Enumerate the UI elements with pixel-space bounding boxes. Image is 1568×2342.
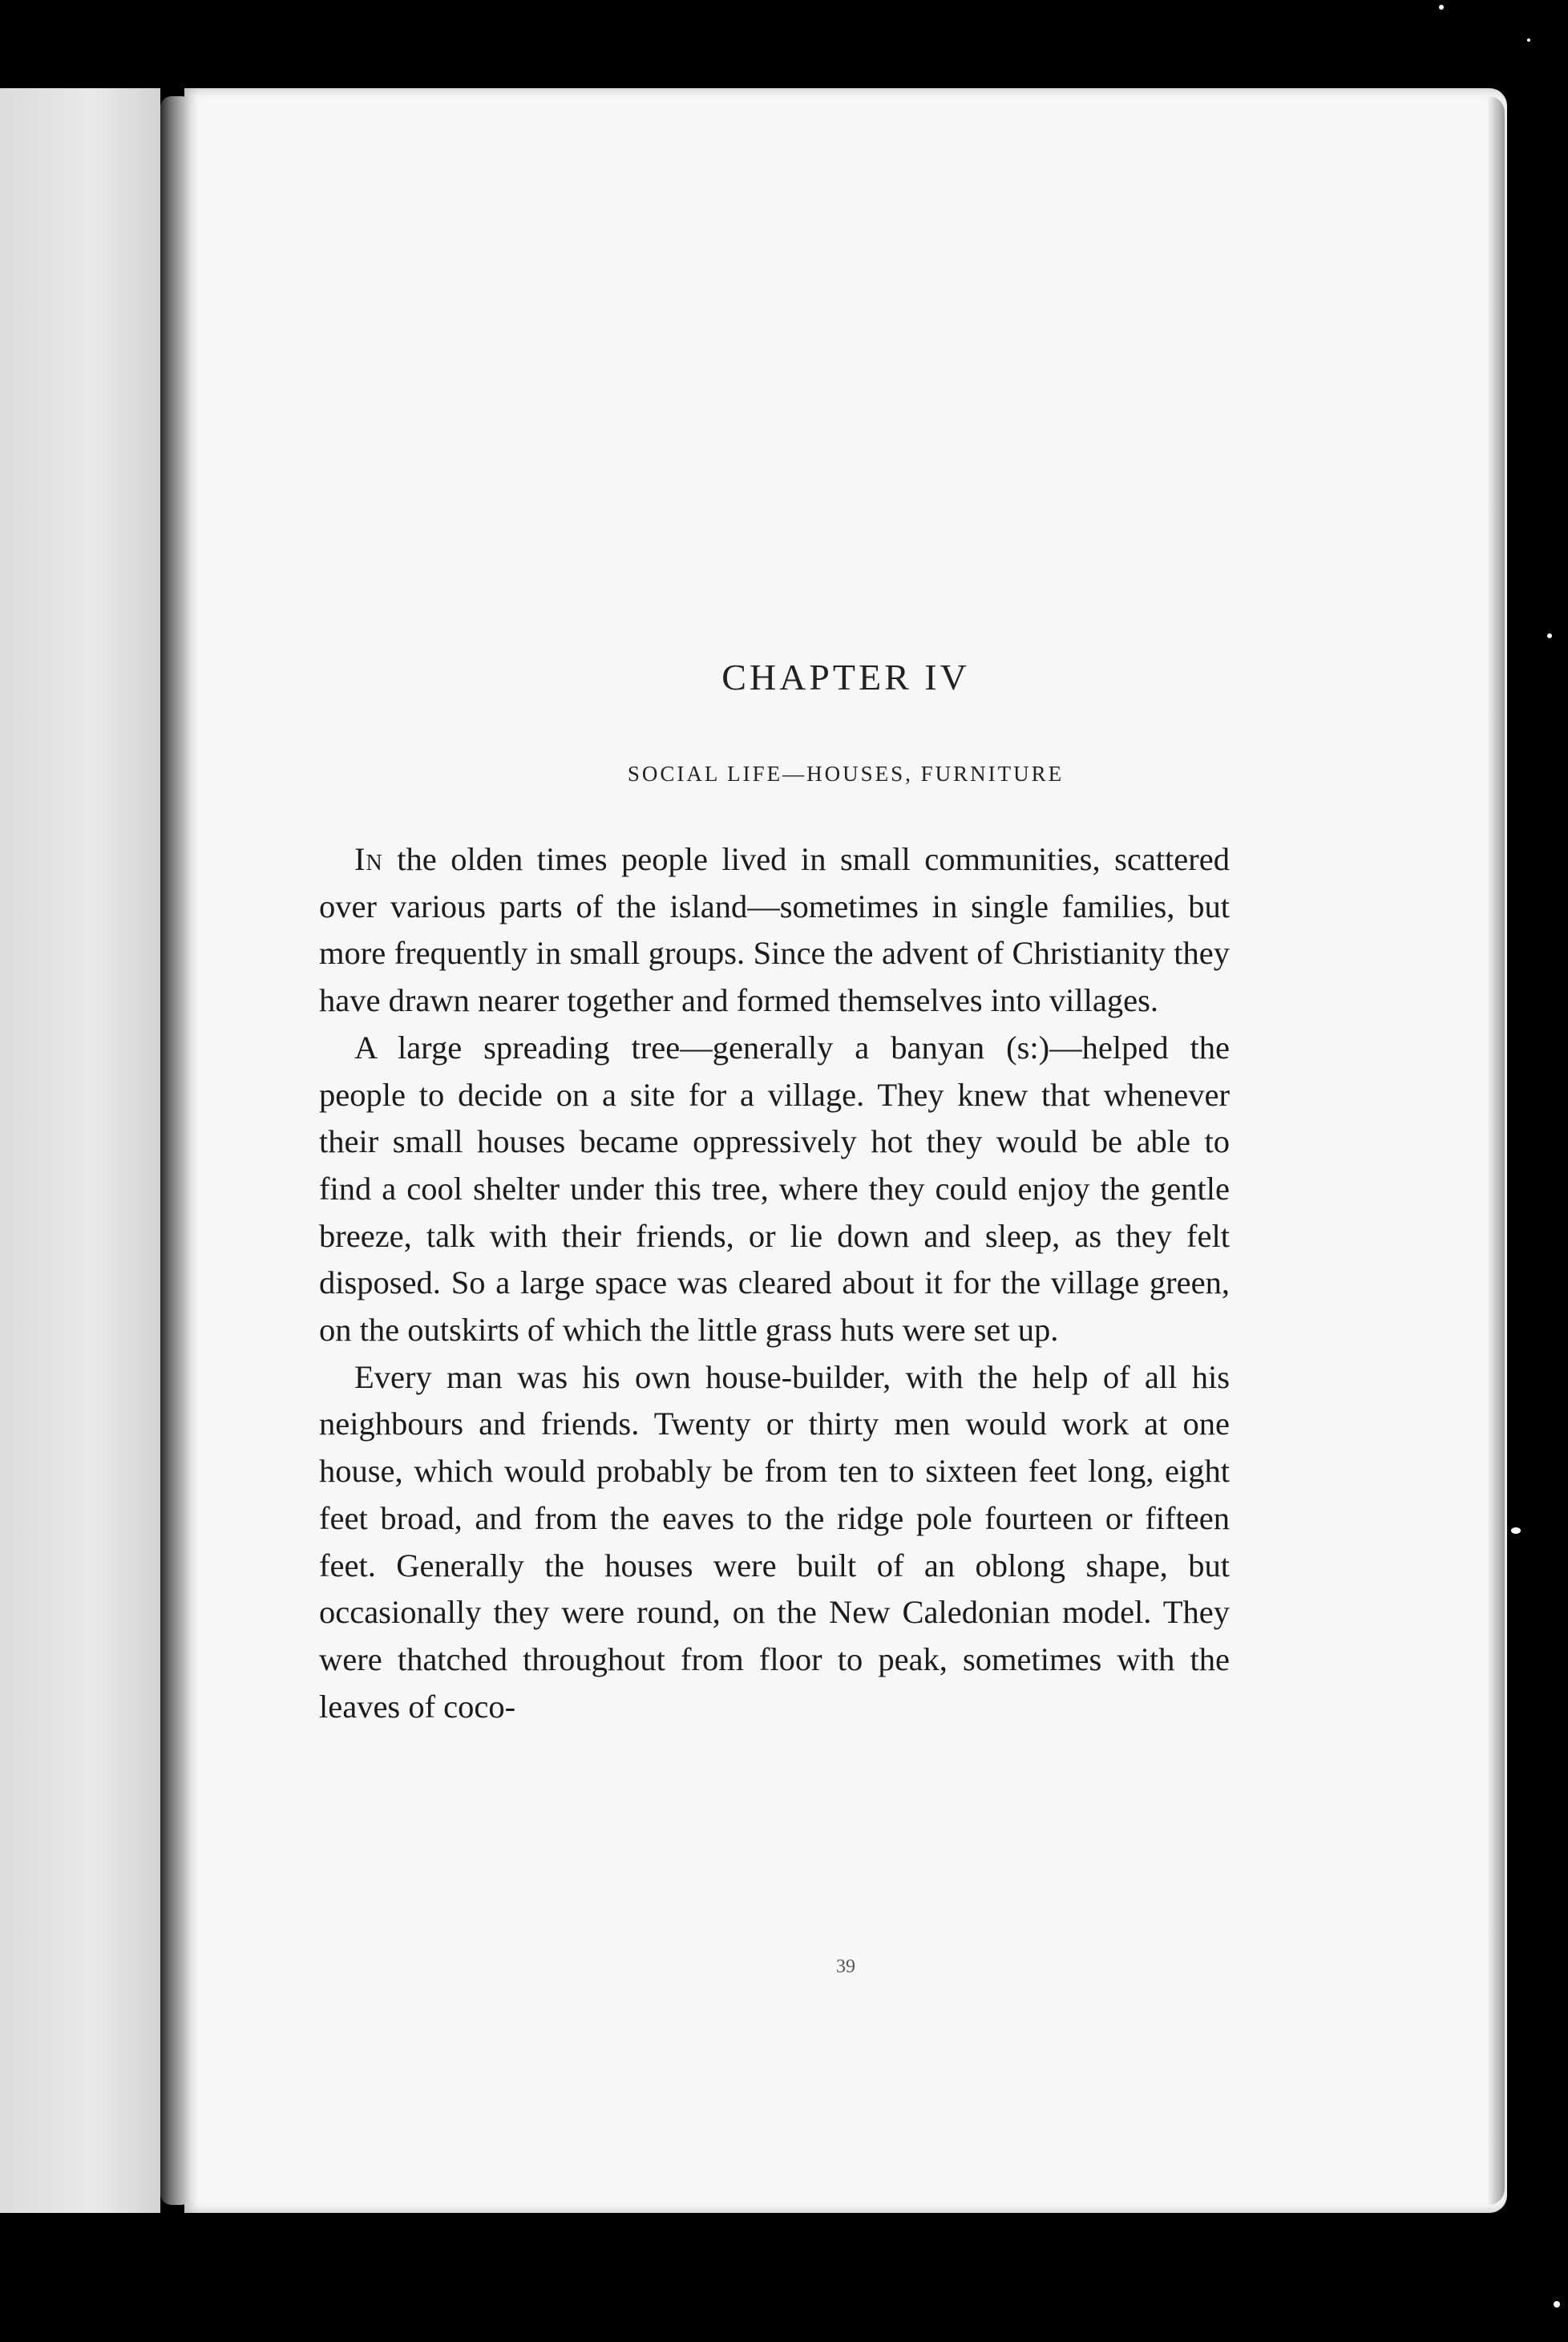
chapter-title: CHAPTER IV [721, 657, 970, 698]
scan-speck [1511, 1527, 1521, 1534]
paragraph-text: Every man was his own house-builder, with the help of all his neighbours and friends. Twenty or thirty men would work at one house, which would probably be from ten to sixteen feet long, eight feet broad, and from the eaves to the ridge pole fourteen or fifteen feet. Generally the houses were built of an oblong shape, but occasionally they were round, on the New Caledonian model. They were thatched throughout from floor to peak, sometimes with the leaves of coco- [319, 1358, 1230, 1725]
paragraph-3 [319, 1354, 1230, 1731]
left-page-edge [0, 88, 160, 2213]
paragraph-1 [319, 836, 1230, 1025]
gutter-shadow [160, 96, 192, 2205]
page-edge-shadow [1487, 96, 1505, 2205]
paragraph-2 [319, 1025, 1230, 1354]
scan-speck [1527, 38, 1530, 42]
scan-speck [1439, 5, 1444, 10]
page-number: 39 [836, 1956, 855, 1977]
chapter-body [319, 836, 1230, 1730]
scan-speck [1547, 633, 1552, 638]
paragraph-text: the olden times people lived in small communities, scattered over various parts of the island—sometimes in single families, but more frequently in small groups. Since the advent of Christianity they have drawn nearer together and formed themselves into villages. [319, 841, 1230, 1019]
scan-speck [1554, 2301, 1560, 2308]
paragraph-text: A large spreading tree—generally a banyan (s:)—helped the people to decide on a site for a village. They knew that whenever their small houses became oppressively hot they would be able to find a cool shelter under this tree, where they could enjoy the gentle breeze, talk with their friends, or lie down and sleep, as they felt disposed. So a large space was cleared about it for the village green, on the outskirts of which the little grass huts were set up. [319, 1029, 1230, 1349]
paragraph-lead-word: In [354, 841, 383, 877]
chapter-subtitle: SOCIAL LIFE—HOUSES, FURNITURE [627, 762, 1065, 786]
